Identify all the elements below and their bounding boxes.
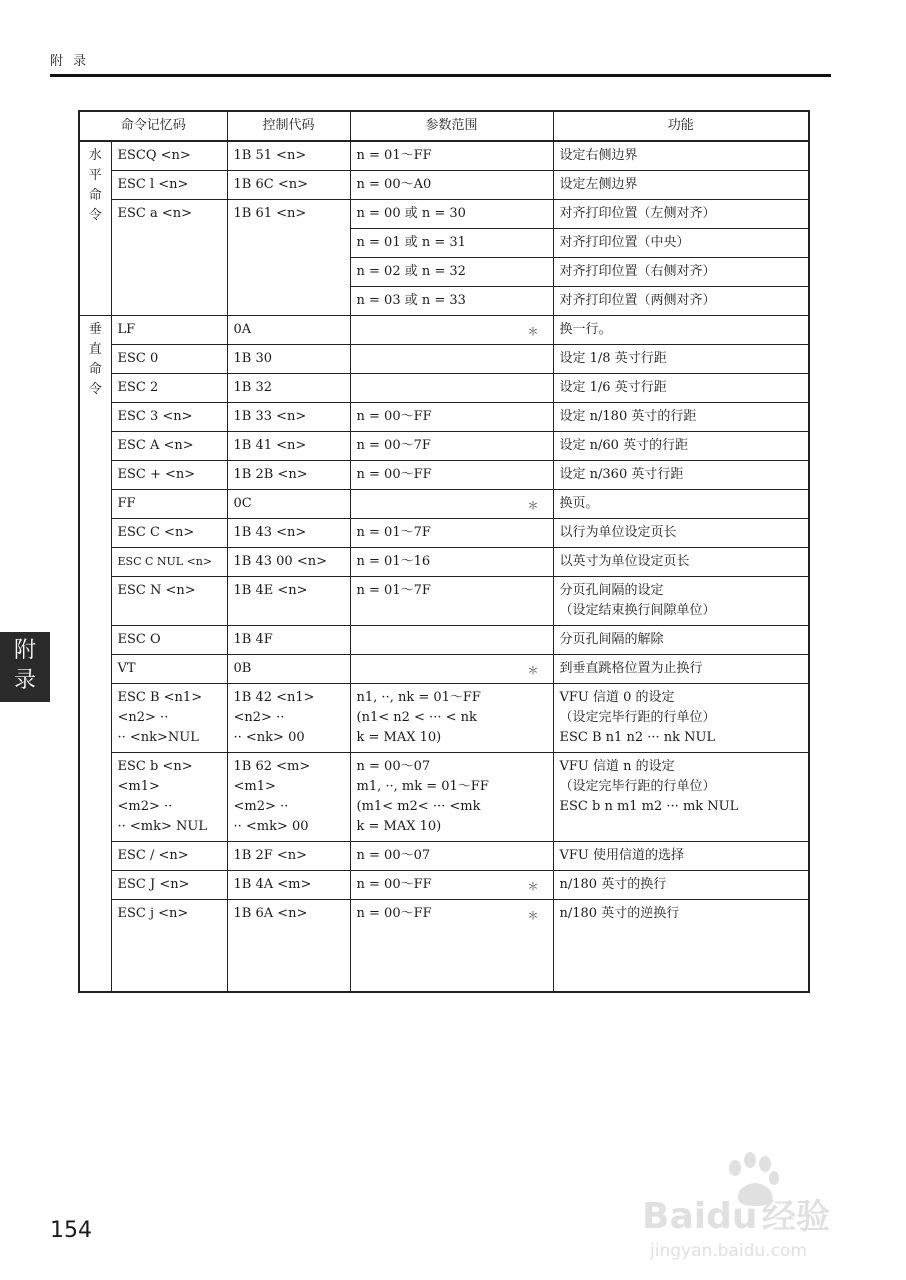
table-row [79, 548, 809, 577]
parameter-range [350, 258, 553, 287]
control-code: 1B 2B <n> [227, 461, 350, 490]
parameter-range-text: n = 00～A0 [356, 177, 432, 192]
table-row [79, 684, 809, 753]
table-row [79, 577, 809, 626]
table-row [79, 432, 809, 461]
command-mnemonic: FF [111, 490, 227, 519]
parameter-range [350, 287, 553, 316]
parameter-range-text: n = 00 或 n = 30 [356, 206, 466, 221]
group-label-char: 平 [88, 168, 102, 183]
command-mnemonic: ESC J <n> [111, 871, 227, 900]
parameter-range [350, 229, 553, 258]
command-mnemonic: ESC + <n> [111, 461, 227, 490]
parameter-range-text: n = 00～FF [356, 877, 432, 892]
parameter-range-text: n = 01～7F [356, 583, 431, 598]
control-code: 1B 4F [227, 626, 350, 655]
header-rule [50, 74, 831, 77]
command-function: 设定 n/360 英寸行距 [553, 461, 809, 490]
parameter-range [350, 374, 553, 403]
parameter-range [350, 432, 553, 461]
command-table [78, 110, 810, 993]
command-group-label [79, 141, 111, 316]
parameter-range-text: n = 02 或 n = 32 [356, 264, 466, 279]
command-function: 对齐打印位置（中央） [553, 229, 809, 258]
note-asterisk: ＊ [527, 664, 539, 677]
parameter-range [350, 655, 553, 684]
command-function: 分页孔间隔的解除 [553, 626, 809, 655]
page-number: 154 [50, 1218, 92, 1243]
table-row [79, 490, 809, 519]
control-code: 1B 2F <n> [227, 842, 350, 871]
table-row [79, 171, 809, 200]
control-code: 1B 6C <n> [227, 171, 350, 200]
parameter-range [350, 842, 553, 871]
parameter-range-text: n = 00～FF [356, 467, 432, 482]
table-row [79, 900, 809, 992]
parameter-range [350, 577, 553, 626]
column-header: 参数范围 [350, 111, 553, 141]
parameter-range [350, 684, 553, 753]
side-tab-char: 录 [13, 668, 36, 693]
command-mnemonic: ESC N <n> [111, 577, 227, 626]
table-row [79, 519, 809, 548]
group-label-char: 水 [88, 148, 102, 163]
table-row [79, 316, 809, 345]
command-function: 设定 1/6 英寸行距 [553, 374, 809, 403]
control-code: 1B 42 <n1> <n2> ·· ·· <nk> 00 [227, 684, 350, 753]
command-mnemonic: ESC O [111, 626, 227, 655]
table-row [79, 461, 809, 490]
command-function: VFU 信道 n 的设定 （设定完毕行距的行单位） ESC b n m1 m2 ··· mk NUL [553, 753, 809, 842]
note-asterisk: ＊ [527, 499, 539, 512]
control-code: 1B 62 <m> <m1> <m2> ·· ·· <mk> 00 [227, 753, 350, 842]
parameter-range-text: n = 00～07 [356, 848, 431, 863]
command-mnemonic: ESC a <n> [111, 200, 227, 316]
command-function: 到垂直跳格位置为止换行 [553, 655, 809, 684]
command-mnemonic: ESC C <n> [111, 519, 227, 548]
parameter-range [350, 345, 553, 374]
table-row [79, 842, 809, 871]
command-mnemonic: ESC C NUL <n> [111, 548, 227, 577]
command-mnemonic: ESC / <n> [111, 842, 227, 871]
parameter-range [350, 548, 553, 577]
command-function: 分页孔间隔的设定 （设定结束换行间隙单位） [553, 577, 809, 626]
parameter-range [350, 141, 553, 171]
control-code: 1B 32 [227, 374, 350, 403]
table-row [79, 626, 809, 655]
command-function: n/180 英寸的逆换行 [553, 900, 809, 992]
parameter-range [350, 519, 553, 548]
control-code: 1B 43 00 <n> [227, 548, 350, 577]
command-mnemonic: ESC 0 [111, 345, 227, 374]
parameter-range-text: n = 01 或 n = 31 [356, 235, 466, 250]
parameter-range-text: n = 01～7F [356, 525, 431, 540]
parameter-range [350, 316, 553, 345]
table-row [79, 345, 809, 374]
svg-text:jingyan.baidu.com: jingyan.baidu.com [650, 1241, 807, 1261]
parameter-range [350, 900, 553, 992]
svg-text:Baidu: Baidu [642, 1196, 758, 1237]
group-label-char: 直 [88, 342, 102, 357]
command-function: 设定左侧边界 [553, 171, 809, 200]
parameter-range-text: n = 03 或 n = 33 [356, 293, 466, 308]
appendix-side-tab [0, 632, 50, 702]
command-function: 设定右侧边界 [553, 141, 809, 171]
note-asterisk: ＊ [527, 909, 539, 922]
group-label-char: 令 [88, 208, 102, 223]
note-asterisk: ＊ [527, 325, 539, 338]
control-code: 0C [227, 490, 350, 519]
control-code: 1B 4E <n> [227, 577, 350, 626]
table-row [79, 141, 809, 171]
parameter-range-text: n = 01～FF [356, 148, 432, 163]
table-row [79, 753, 809, 842]
control-code: 1B 4A <m> [227, 871, 350, 900]
command-function: 以行为单位设定页长 [553, 519, 809, 548]
command-mnemonic: ESC l <n> [111, 171, 227, 200]
table-row [79, 403, 809, 432]
column-header: 命令记忆码 [79, 111, 227, 141]
command-function: 换页。 [553, 490, 809, 519]
control-code: 1B 33 <n> [227, 403, 350, 432]
command-mnemonic: ESC 2 [111, 374, 227, 403]
parameter-range-text: n = 00～FF [356, 906, 432, 921]
command-function: VFU 信道 0 的设定 （设定完毕行距的行单位） ESC B n1 n2 ··· nk NUL [553, 684, 809, 753]
control-code: 1B 6A <n> [227, 900, 350, 992]
table-row [79, 200, 809, 229]
table-row [79, 655, 809, 684]
svg-text:经验: 经验 [762, 1197, 830, 1237]
group-label-char: 命 [88, 188, 102, 203]
group-label-char: 令 [88, 382, 102, 397]
command-mnemonic: LF [111, 316, 227, 345]
command-function: 对齐打印位置（两侧对齐） [553, 287, 809, 316]
control-code: 0A [227, 316, 350, 345]
control-code: 1B 30 [227, 345, 350, 374]
command-group-label [79, 316, 111, 992]
running-header: 附 录 [50, 54, 90, 69]
parameter-range [350, 490, 553, 519]
command-function: n/180 英寸的换行 [553, 871, 809, 900]
parameter-range [350, 461, 553, 490]
baidu-watermark-logo [640, 1150, 870, 1265]
table-body [79, 141, 809, 992]
command-mnemonic: ESC A <n> [111, 432, 227, 461]
command-function: 设定 1/8 英寸行距 [553, 345, 809, 374]
note-asterisk: ＊ [527, 880, 539, 893]
control-code: 1B 51 <n> [227, 141, 350, 171]
parameter-range-text: n = 00～7F [356, 438, 431, 453]
parameter-range-text: n1, ··, nk = 01～FF (n1< n2 < ··· < nk k = MAX 10) [356, 690, 481, 745]
command-function: 对齐打印位置（右侧对齐） [553, 258, 809, 287]
command-mnemonic: ESC B <n1> <n2> ·· ·· <nk>NUL [111, 684, 227, 753]
command-mnemonic: ESC j <n> [111, 900, 227, 992]
parameter-range-text: n = 00～FF [356, 409, 432, 424]
command-function: 设定 n/180 英寸的行距 [553, 403, 809, 432]
control-code: 1B 41 <n> [227, 432, 350, 461]
command-function: 对齐打印位置（左侧对齐） [553, 200, 809, 229]
side-tab-char: 附 [13, 638, 36, 663]
command-function: 设定 n/60 英寸的行距 [553, 432, 809, 461]
parameter-range [350, 403, 553, 432]
command-mnemonic: ESC b <n> <m1> <m2> ·· ·· <mk> NUL [111, 753, 227, 842]
parameter-range-text: n = 01～16 [356, 554, 431, 569]
command-function: VFU 使用信道的选择 [553, 842, 809, 871]
table-header-row [79, 111, 809, 141]
parameter-range [350, 200, 553, 229]
parameter-range [350, 171, 553, 200]
column-header: 功能 [553, 111, 809, 141]
control-code: 0B [227, 655, 350, 684]
table-row [79, 871, 809, 900]
control-code: 1B 43 <n> [227, 519, 350, 548]
parameter-range [350, 626, 553, 655]
command-mnemonic: ESC 3 <n> [111, 403, 227, 432]
control-code: 1B 61 <n> [227, 200, 350, 316]
group-label-char: 垂 [88, 322, 102, 337]
command-function: 以英寸为单位设定页长 [553, 548, 809, 577]
column-header: 控制代码 [227, 111, 350, 141]
command-mnemonic: ESCQ <n> [111, 141, 227, 171]
parameter-range-text: n = 00～07 m1, ··, mk = 01～FF (m1< m2< ··· <mk k = MAX 10) [356, 759, 489, 834]
parameter-range [350, 871, 553, 900]
group-label-char: 命 [88, 362, 102, 377]
table-row [79, 374, 809, 403]
command-function: 换一行。 [553, 316, 809, 345]
parameter-range [350, 753, 553, 842]
command-mnemonic: VT [111, 655, 227, 684]
